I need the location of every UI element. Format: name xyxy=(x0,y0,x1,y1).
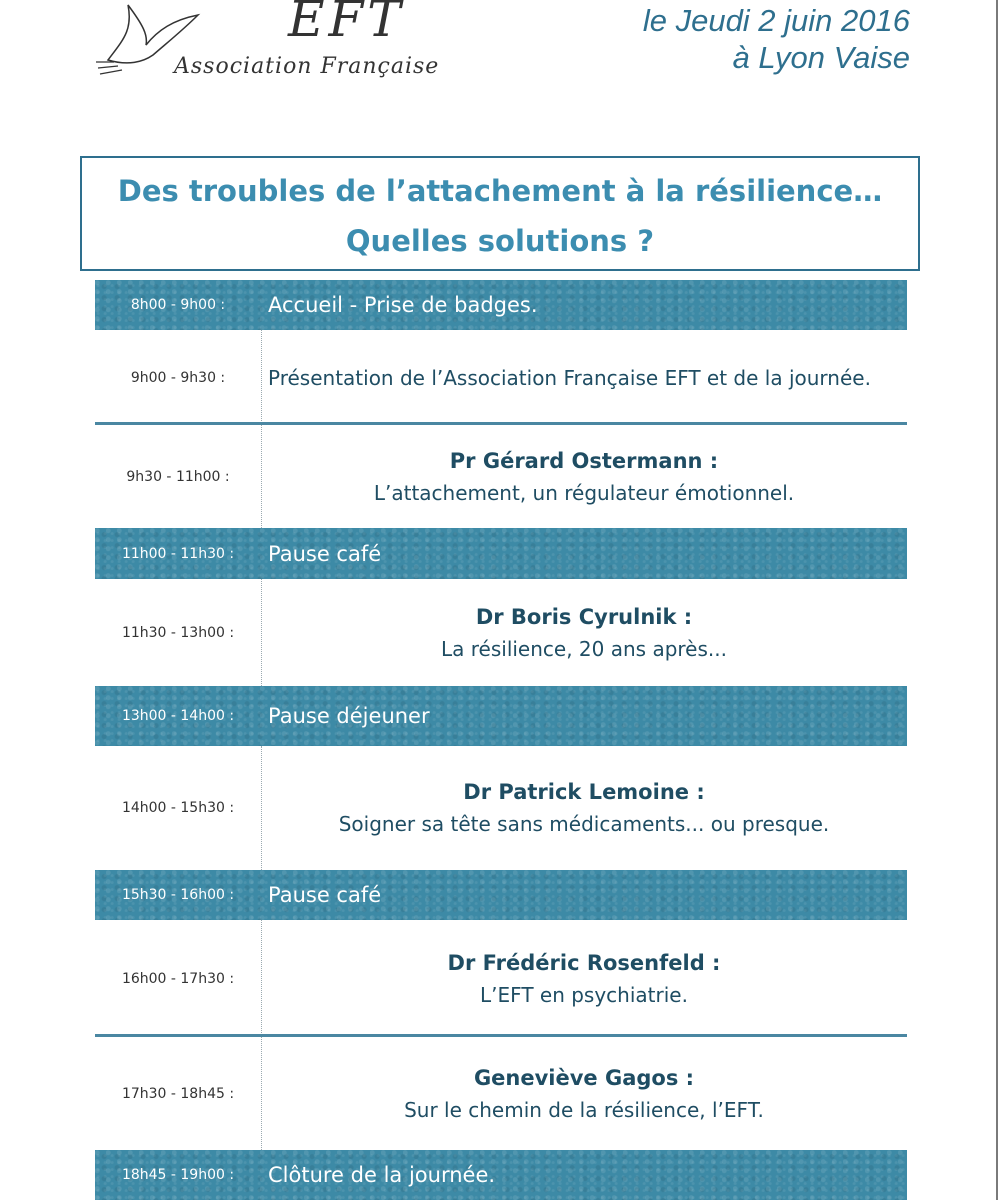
eft-logo xyxy=(88,0,488,90)
time-slot: 13h00 - 14h00 : xyxy=(121,708,235,724)
speaker-name: Dr Boris Cyrulnik : xyxy=(475,604,693,629)
session-text xyxy=(268,1150,887,1200)
session-text xyxy=(268,870,887,920)
schedule-row xyxy=(95,425,907,528)
schedule-row xyxy=(95,686,907,746)
schedule-row xyxy=(95,920,907,1037)
session-text xyxy=(261,1037,907,1150)
time-slot: 11h00 - 11h30 : xyxy=(121,545,235,562)
schedule-row xyxy=(95,1037,907,1150)
time-slot: 11h30 - 13h00 : xyxy=(121,624,235,641)
schedule-row xyxy=(95,579,907,686)
talk-title: La résilience, 20 ans après... xyxy=(441,636,727,661)
location-line: à Lyon Vaise xyxy=(732,40,910,75)
talk-title: L’attachement, un régulateur émotionnel. xyxy=(373,480,795,505)
session-title: Pause café xyxy=(268,883,382,907)
session-text xyxy=(268,280,887,330)
session-text xyxy=(268,330,887,425)
schedule-row xyxy=(95,746,907,870)
talk-title: L’EFT en psychiatrie. xyxy=(480,982,688,1007)
event-date xyxy=(643,2,910,76)
column-divider xyxy=(261,330,262,425)
session-title: Pause déjeuner xyxy=(268,704,430,728)
session-text xyxy=(268,686,887,746)
talk-title: Soigner sa tête sans médicaments... ou presque. xyxy=(338,812,830,836)
title-line-1: Des troubles de l’attachement à la résilience… xyxy=(117,174,883,208)
schedule-row xyxy=(95,280,907,330)
schedule-row xyxy=(95,528,907,579)
schedule-row xyxy=(95,870,907,920)
session-text xyxy=(261,579,907,686)
speaker-name: Dr Frédéric Rosenfeld : xyxy=(447,950,721,975)
schedule-row xyxy=(95,1150,907,1200)
time-slot: 9h30 - 11h00 : xyxy=(126,468,230,485)
logo-eft-text: EFT xyxy=(288,0,405,48)
session-text xyxy=(261,920,907,1037)
session-title: Présentation de l’Association Française EFT et de la journée. xyxy=(268,365,871,390)
session-title: Pause café xyxy=(268,541,382,566)
session-title: Accueil - Prise de badges. xyxy=(268,293,538,317)
title-box xyxy=(80,156,920,271)
date-line: le Jeudi 2 juin 2016 xyxy=(642,3,910,38)
schedule-row xyxy=(95,330,907,425)
logo-association-text: Association Française xyxy=(174,54,440,79)
time-slot: 8h00 - 9h00 : xyxy=(130,297,226,313)
time-slot: 15h30 - 16h00 : xyxy=(121,887,235,903)
session-title: Clôture de la journée. xyxy=(268,1163,496,1187)
talk-title: Sur le chemin de la résilience, l’EFT. xyxy=(404,1097,764,1122)
session-text xyxy=(261,746,907,870)
time-slot: 16h00 - 17h30 : xyxy=(121,970,235,987)
time-slot: 14h00 - 15h30 : xyxy=(121,800,235,816)
session-text xyxy=(268,528,887,579)
time-slot: 9h00 - 9h30 : xyxy=(130,369,226,386)
speaker-name: Geneviève Gagos : xyxy=(473,1065,695,1090)
time-slot: 17h30 - 18h45 : xyxy=(121,1085,235,1102)
speaker-name: Pr Gérard Ostermann : xyxy=(449,448,719,473)
session-text xyxy=(261,425,907,528)
time-slot: 18h45 - 19h00 : xyxy=(121,1167,235,1183)
speaker-name: Dr Patrick Lemoine : xyxy=(463,780,705,804)
title-line-2: Quelles solutions ? xyxy=(345,224,655,258)
